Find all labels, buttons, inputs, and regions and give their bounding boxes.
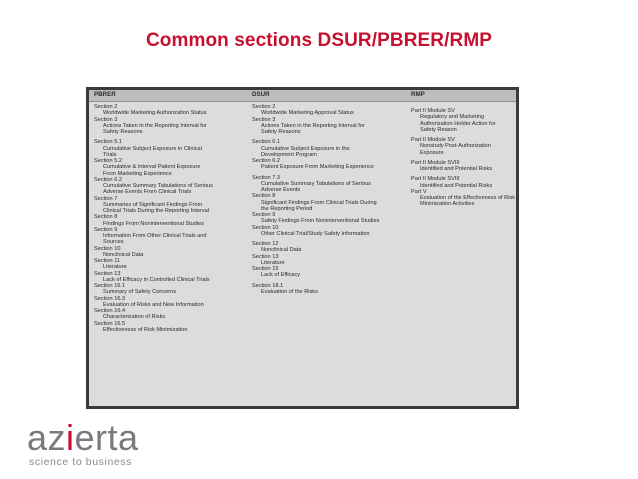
section-number: Section 16.5: [94, 320, 126, 327]
section-description: Sources: [103, 239, 124, 246]
section-number: Section 6.2: [94, 176, 122, 183]
section-number: Section 11: [94, 258, 121, 264]
section-description: Regulatory and Marketing: [420, 114, 485, 121]
section-number: Section 5.1: [94, 139, 122, 146]
section-description: Literature: [103, 264, 127, 271]
section-number: Section 16.1: [94, 283, 126, 289]
section-description: Safety Reason: [420, 126, 457, 133]
section-number: Section 12: [252, 241, 279, 247]
section-description: Worldwide Marketing Authorization Status: [103, 110, 207, 117]
section-description: From Marketing Experience: [103, 170, 172, 177]
section-description: Safety Findings From Noninterventional Studies: [261, 218, 380, 225]
section-description: Development Program: [261, 151, 317, 158]
section-number: Section 13: [252, 253, 279, 260]
section-number: Section 7.3: [252, 174, 280, 181]
section-description: Minimization Activities: [420, 201, 475, 208]
section-number: Section 18.1: [252, 282, 284, 289]
slide-title: Common sections DSUR/PBRER/RMP: [145, 30, 493, 51]
section-description: Nonclinical Data: [103, 251, 144, 258]
section-description: Lack of Efficacy: [261, 272, 301, 279]
section-number: Section 10: [94, 245, 121, 252]
section-description: Safety Reasons: [261, 129, 301, 135]
table-body: [89, 90, 516, 406]
section-number: Part V: [411, 188, 427, 195]
section-description: the Reporting Period: [261, 205, 313, 212]
table-header-row: [89, 90, 516, 102]
section-description: Cumulative Summary Tabulations of Serious: [261, 180, 371, 187]
section-description: Authorization Holder Action for: [420, 120, 496, 127]
section-number: Section 8: [94, 214, 118, 221]
section-number: Section 13: [94, 270, 121, 277]
column-pbrer: [94, 104, 251, 333]
section-number: Section 2: [94, 104, 118, 110]
section-description: Cumulative Summary Tabulations of Serious: [103, 183, 213, 189]
section-description: Nonclinical Data: [261, 247, 302, 254]
section-description: Other Clinical Trial/Study Safety Information: [261, 230, 370, 237]
section-number: Section 2: [252, 104, 276, 110]
header-pbrer: PBRER: [94, 91, 116, 98]
section-description: Cumulative Subject Exposure in the: [261, 145, 350, 152]
section-number: Section 10: [252, 224, 279, 231]
section-description: Safety Reasons: [103, 129, 143, 135]
section-description: Effectiveness of Risk Minimization: [103, 326, 188, 333]
section-description: Summary of Safety Concerns: [103, 289, 177, 296]
section-description: Significant Findings From Clinical Trials During: [261, 199, 377, 206]
section-description: Actions Taken in the Reporting Interval for: [261, 122, 365, 129]
section-description: Trials: [103, 151, 117, 158]
company-logo: [27, 417, 139, 468]
section-description: Lack of Efficacy in Controlled Clinical Trials: [103, 276, 210, 283]
section-description: Adverse Events: [261, 187, 301, 193]
column-rmp: [411, 104, 515, 208]
column-dsur: [252, 104, 405, 295]
section-description: Adverse Events From Clinical Trials: [103, 189, 192, 196]
section-description: Evaluation of the Effectiveness of Risk: [420, 195, 516, 201]
section-number: Section 5.2: [94, 158, 122, 164]
section-number: Section 8: [252, 193, 276, 200]
section-description: Identified and Potential Risks: [420, 182, 493, 189]
section-description: Information From Other Clinical Trials and: [103, 233, 207, 239]
section-number: Section 9: [252, 212, 276, 218]
logo-text-suffix: erta: [74, 417, 139, 458]
section-description: Exposure: [420, 149, 444, 156]
section-number: Section 9: [94, 226, 118, 233]
section-description: Worldwide Marketing Approval Status: [261, 110, 354, 117]
section-number: Section 7: [94, 195, 118, 202]
section-number: Part II Module SVIII: [411, 176, 460, 183]
section-number: Section 6.1: [252, 139, 280, 146]
section-number: Part II Module SV: [411, 137, 455, 143]
header-dsur: DSUR: [252, 91, 270, 98]
section-number: Section 3: [252, 116, 276, 123]
section-description: Evaluation of the Risks: [261, 288, 318, 295]
section-description: Clinical Trials During the Reporting Interval: [103, 208, 210, 214]
section-number: Part II Module SV: [411, 108, 455, 114]
section-description: Cumulative & Interval Patient Exposure: [103, 164, 201, 171]
section-number: Section 16.4: [94, 308, 126, 314]
header-rmp: RMP: [411, 91, 425, 98]
section-description: Literature: [261, 259, 285, 266]
section-description: Findings From Noninterventional Studies: [103, 220, 205, 227]
section-number: Part II Module SVIII: [411, 159, 460, 166]
logo-text-accent: i: [66, 417, 75, 458]
section-description: Nonstudy Post-Authorization: [420, 143, 491, 150]
logo-text-prefix: az: [27, 417, 67, 458]
sections-comparison-table: [86, 87, 519, 409]
section-description: Characterization of Risks: [103, 314, 166, 321]
section-number: Section 16.3: [94, 295, 126, 302]
section-description: Patient Exposure From Marketing Experience: [261, 164, 374, 171]
section-number: Section 6.2: [252, 158, 280, 164]
section-description: Evaluation of Risks and New Information: [103, 301, 204, 308]
section-number: Section 3: [94, 116, 118, 123]
section-description: Actions Taken in the Reporting Interval for: [103, 122, 207, 129]
section-description: Cumulative Subject Exposure in Clinical: [103, 145, 202, 152]
logo-wordmark: [27, 417, 139, 458]
section-description: Identified and Potential Risks: [420, 166, 493, 172]
logo-tagline: science to business: [29, 456, 133, 468]
section-description: Summaries of Significant Findings From: [103, 201, 203, 208]
section-number: Section 15: [252, 266, 279, 272]
